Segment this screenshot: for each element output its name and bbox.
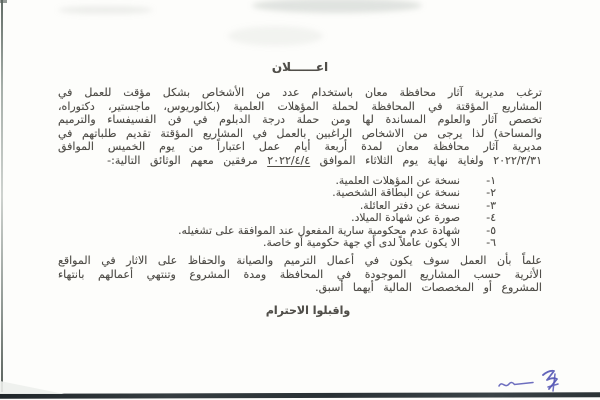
announcement-content	[58, 60, 542, 317]
intro-text-3: مرفقين معهم الوثائق التالية:-	[107, 153, 258, 167]
item-number: ٣-	[486, 198, 496, 212]
start-date: ٢٠٢٢/٣/٣١	[493, 153, 542, 167]
scan-smudge	[228, 26, 323, 46]
intro-text-1: ترغب مديرية آثار محافظة معان باستخدام عدد من الأشخاص بشكل مؤقت للعمل في المشاريع المؤقتة في المحافظة لحملة المؤهلات العلمية (بكالوريوس، ماجستير، دكتوراه، تخصص آثار والعلوم المساندة لها ومن حملة درجة الدبلوم في فن الفسيفساء والترميم والمساحة) لذا يرجى من الاشخاص الراغبين بالعمل في المشاريع المؤقتة تقديم طلباتهم في مديرية آثار محافظة معان لمدة أربعة أيام عمل اعتباراً من يوم الخميس الموافق	[58, 86, 542, 153]
item-text: نسخة عن دفتر العائلة.	[359, 198, 460, 212]
ink-squiggle-mark	[497, 377, 537, 391]
item-text: شهادة عدم محكومية سارية المفعول عند الموافقة على تشغيله.	[178, 223, 460, 237]
required-document-item	[58, 237, 496, 249]
scan-smudge	[58, 6, 153, 14]
scan-smudge	[252, 0, 422, 13]
intro-paragraph	[58, 86, 542, 167]
item-number: ٦-	[486, 236, 496, 250]
required-document-item	[58, 187, 496, 199]
required-documents-list	[58, 173, 542, 249]
item-text: نسخة عن المؤهلات العلمية.	[335, 174, 460, 187]
intro-text-2: ولغاية نهاية يوم الثلاثاء الموافق	[319, 153, 484, 167]
item-text: نسخة عن البطاقة الشخصية.	[332, 186, 460, 200]
required-document-item	[58, 212, 496, 224]
item-number: ٢-	[486, 186, 496, 200]
scan-corner-speck	[0, 0, 7, 3]
item-number: ١-	[486, 174, 496, 187]
scan-corner-wedge	[0, 381, 64, 394]
scan-edge-bottom	[0, 392, 600, 399]
ink-initials-mark	[540, 368, 564, 396]
item-text: الا يكون عاملاً لدى أي جهة حكومية أو خاصة.	[263, 236, 460, 250]
note-paragraph: علماً بأن العمل سوف يكون في أعمال الترميم والصيانة والحفاظ على الاثار في المواقع الأثرية حسب المشاريع الموجودة في المحافظة ومدة المشروع وتنتهي أعمالهم بانتهاء المشروع أو المخصصات المالية أيهما أسبق.	[58, 254, 542, 295]
item-text: صورة عن شهادة الميلاد.	[351, 211, 460, 225]
scan-edge-left	[1, 0, 3, 392]
closing-salutation: واقبلوا الاحترام	[265, 303, 351, 317]
ink-stroke	[499, 383, 533, 387]
item-number: ٤-	[486, 211, 496, 225]
end-date: ٢٠٢٢/٤/٤	[267, 153, 311, 167]
announcement-title: اعــــــلان	[271, 60, 329, 74]
item-number: ٥-	[486, 223, 496, 237]
